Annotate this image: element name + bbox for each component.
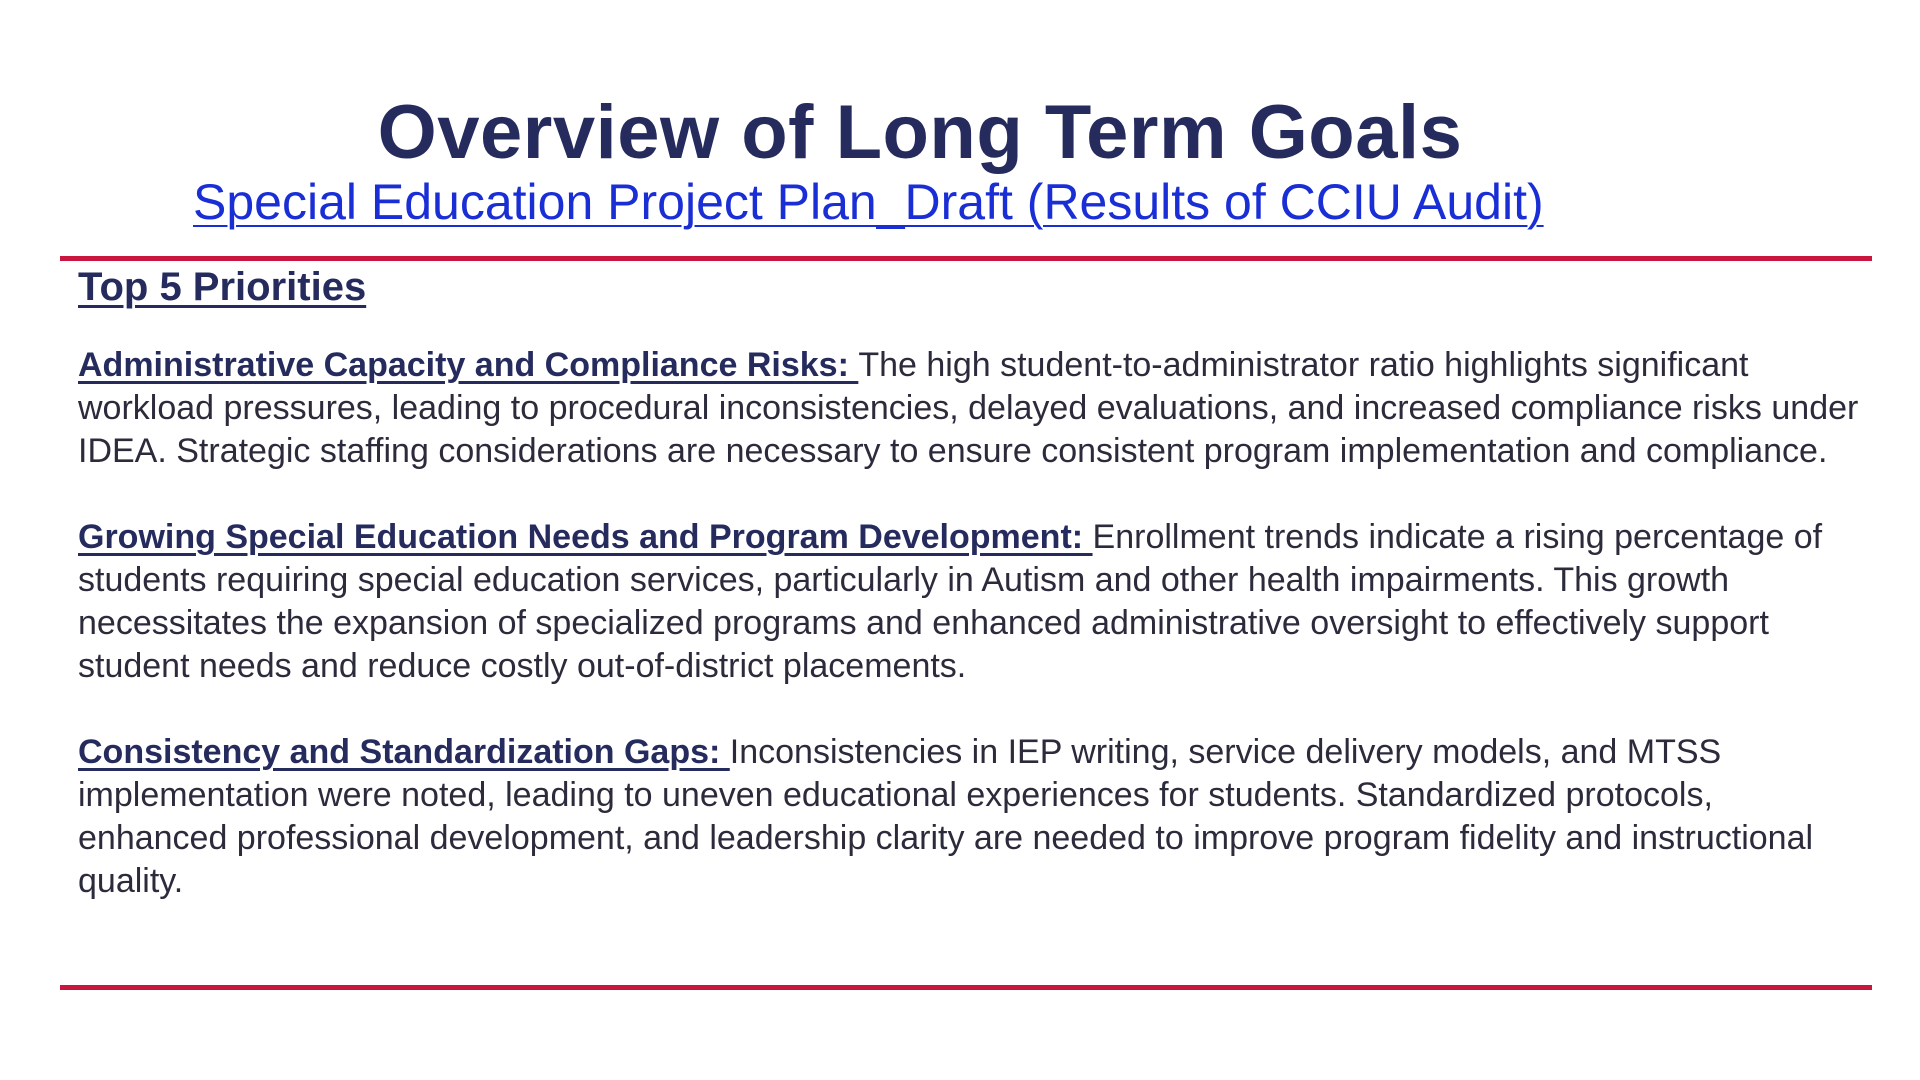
- priority-body-1: The high student-to-administrator ratio highlights significant workload pressures, leading to procedural inconsistencies, delayed evaluations, and increased compliance risks under IDEA. Strategic staffing considerations are necessary to ensure consistent program implementation and compliance.: [78, 346, 1859, 470]
- project-plan-link[interactable]: Special Education Project Plan_Draft (Results of CCIU Audit): [193, 174, 1544, 230]
- priority-body-3: Inconsistencies in IEP writing, service delivery models, and MTSS implementation were noted, leading to uneven educational experiences for students. Standardized protocols, enhanced professional development, and leadership clarity are needed to improve program fidelity and instructional quality.: [78, 733, 1814, 900]
- priority-title-3: Consistency and Standardization Gaps:: [78, 733, 730, 771]
- page-title: Overview of Long Term Goals: [377, 90, 1463, 175]
- priority-title-2: Growing Special Education Needs and Program Development:: [78, 518, 1093, 556]
- priority-body-2: Enrollment trends indicate a rising percentage of students requiring special education services, particularly in Autism and other health impairments. This growth necessitates the expansion of specialized programs and enhanced administrative oversight to effectively support student needs and reduce costly out-of-district placements.: [78, 518, 1823, 685]
- top-divider: [60, 256, 1872, 261]
- priority-item-1: [78, 344, 1868, 473]
- priority-item-2: [78, 516, 1868, 688]
- priority-item-3: [78, 731, 1868, 903]
- priority-title-1: Administrative Capacity and Compliance Risks:: [78, 346, 859, 384]
- bottom-divider: [60, 985, 1872, 990]
- section-heading: Top 5 Priorities: [78, 265, 367, 309]
- priorities-section: [78, 262, 1868, 946]
